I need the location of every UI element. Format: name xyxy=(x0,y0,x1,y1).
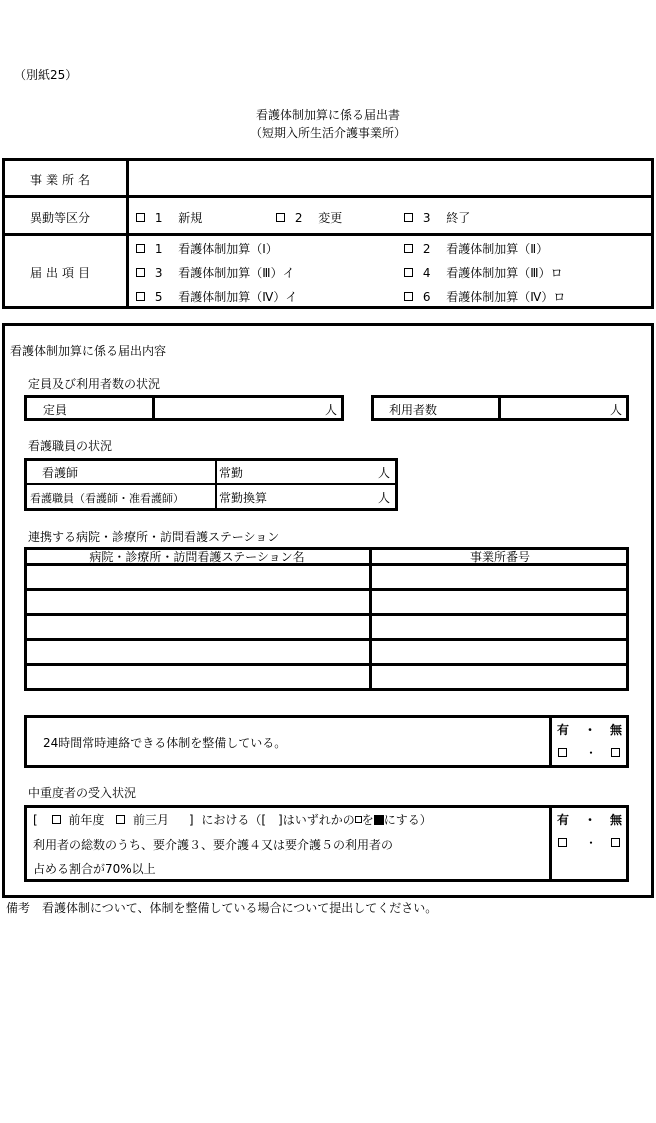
partner-name-field[interactable] xyxy=(30,568,360,586)
change-option-new[interactable]: 1 新規 xyxy=(136,209,202,226)
capacity-field[interactable] xyxy=(158,398,318,418)
staff-row-label: 看護職員（看護師・准看護師） xyxy=(30,492,184,505)
content-heading: 看護体制加算に係る届出内容 xyxy=(10,344,167,358)
header-row-divider xyxy=(2,195,654,198)
checkbox-icon[interactable] xyxy=(404,292,413,301)
checkbox-icon[interactable] xyxy=(136,292,145,301)
no-label: 無 xyxy=(610,723,623,737)
partner-name-field[interactable] xyxy=(30,593,360,611)
partner-col-name: 病院・診療所・訪問看護ステーション名 xyxy=(89,550,305,564)
staff-row-type: 常勤換算 xyxy=(219,491,268,505)
checkbox-icon[interactable] xyxy=(558,838,567,847)
items-label: 届出項目 xyxy=(30,266,95,280)
partner-row-divider xyxy=(24,663,629,666)
partner-number-field[interactable] xyxy=(378,593,618,611)
option-prev-3m: 前三月 xyxy=(133,813,170,827)
empty-square-icon xyxy=(355,816,362,823)
staff-row-unit: 人 xyxy=(378,491,391,505)
yes-label: 有 xyxy=(557,723,570,737)
checkbox-icon[interactable] xyxy=(611,748,620,757)
no-checkbox[interactable] xyxy=(611,836,620,850)
users-field[interactable] xyxy=(504,398,604,418)
option-prev-year: 前年度 xyxy=(68,813,105,827)
users-label: 利用者数 xyxy=(389,403,438,417)
capacity-divider xyxy=(152,395,155,421)
checkbox-prev-3m[interactable] xyxy=(116,815,125,824)
partner-name-field[interactable] xyxy=(30,668,360,686)
checkbox-icon[interactable] xyxy=(404,268,413,277)
document-title xyxy=(0,106,656,141)
attachment-number: （別紙25） xyxy=(14,68,78,82)
system-24h-divider xyxy=(549,715,552,768)
severe-line-2: 利用者の総数のうち、要介護３、要介護４又は要介護５の利用者の xyxy=(33,838,394,852)
item-option-4[interactable]: 4 看護体制加算（Ⅲ）ロ xyxy=(404,264,563,281)
item-option-6[interactable]: 6 看護体制加算（Ⅳ）ロ xyxy=(404,288,565,305)
partner-col-divider xyxy=(369,547,372,691)
filled-square-icon xyxy=(374,815,384,825)
no-checkbox[interactable] xyxy=(611,746,620,760)
users-unit: 人 xyxy=(610,403,623,417)
change-type-label: 異動等区分 xyxy=(30,211,91,225)
staff-row-field[interactable] xyxy=(280,486,370,506)
staff-row-divider xyxy=(24,483,398,485)
change-option-modify[interactable]: 2 変更 xyxy=(276,209,342,226)
yes-checkbox[interactable] xyxy=(558,746,567,760)
partner-number-field[interactable] xyxy=(378,568,618,586)
partner-name-field[interactable] xyxy=(30,618,360,636)
partner-row-divider xyxy=(24,638,629,641)
checkbox-icon[interactable] xyxy=(404,213,413,222)
partner-number-field[interactable] xyxy=(378,618,618,636)
title-line-1: 看護体制加算に係る届出書 xyxy=(255,108,400,122)
separator: ・ xyxy=(584,813,597,827)
severe-heading: 中重度者の受入状況 xyxy=(28,786,137,800)
no-label: 無 xyxy=(610,813,623,827)
severe-line-1: [ 前年度 前三月 ] における（[ ]はいずれかの を にする） xyxy=(33,813,432,827)
title-line-2: （短期入所生活介護事業所） xyxy=(249,126,406,140)
checkbox-icon[interactable] xyxy=(136,268,145,277)
staff-row-label: 看護師 xyxy=(42,466,79,480)
checkbox-icon[interactable] xyxy=(276,213,285,222)
users-divider xyxy=(498,395,501,421)
system-24h-text: 24時間常時連絡できる体制を整備している。 xyxy=(43,736,287,750)
partner-number-field[interactable] xyxy=(378,643,618,661)
staff-heading: 看護職員の状況 xyxy=(28,439,113,453)
item-option-3[interactable]: 3 看護体制加算（Ⅲ）イ xyxy=(136,264,295,281)
separator: ・ xyxy=(585,836,598,850)
checkbox-icon[interactable] xyxy=(558,748,567,757)
office-name-label: 事業所名 xyxy=(30,173,95,187)
partner-heading: 連携する病院・診療所・訪問看護ステーション xyxy=(28,530,280,544)
checkbox-prev-year[interactable] xyxy=(52,815,61,824)
change-option-end[interactable]: 3 終了 xyxy=(404,209,470,226)
item-option-5[interactable]: 5 看護体制加算（Ⅳ）イ xyxy=(136,288,297,305)
yes-label: 有 xyxy=(557,813,570,827)
partner-row-divider xyxy=(24,588,629,591)
checkbox-icon[interactable] xyxy=(136,244,145,253)
separator: ・ xyxy=(584,723,597,737)
partner-name-field[interactable] xyxy=(30,643,360,661)
capacity-unit: 人 xyxy=(325,403,338,417)
severe-divider xyxy=(549,805,552,882)
item-option-1[interactable]: 1 看護体制加算（Ⅰ） xyxy=(136,240,278,257)
capacity-heading: 定員及び利用者数の状況 xyxy=(28,377,161,391)
checkbox-icon[interactable] xyxy=(611,838,620,847)
checkbox-icon[interactable] xyxy=(404,244,413,253)
checkbox-icon[interactable] xyxy=(136,213,145,222)
header-row-divider xyxy=(2,233,654,236)
staff-row-unit: 人 xyxy=(378,466,391,480)
item-option-2[interactable]: 2 看護体制加算（Ⅱ） xyxy=(404,240,548,257)
partner-col-number: 事業所番号 xyxy=(469,550,530,564)
partner-row-divider xyxy=(24,613,629,616)
remarks: 備考 看護体制について、体制を整備している場合について提出してください。 xyxy=(6,901,438,915)
staff-row-field[interactable] xyxy=(270,461,370,481)
partner-number-field[interactable] xyxy=(378,668,618,686)
staff-row-type: 常勤 xyxy=(219,466,244,480)
severe-line-3: 占める割合が70%以上 xyxy=(33,862,156,876)
office-name-field[interactable] xyxy=(135,164,645,192)
yes-checkbox[interactable] xyxy=(558,836,567,850)
separator: ・ xyxy=(585,746,598,760)
partner-row-divider xyxy=(24,563,629,566)
capacity-label: 定員 xyxy=(43,403,68,417)
